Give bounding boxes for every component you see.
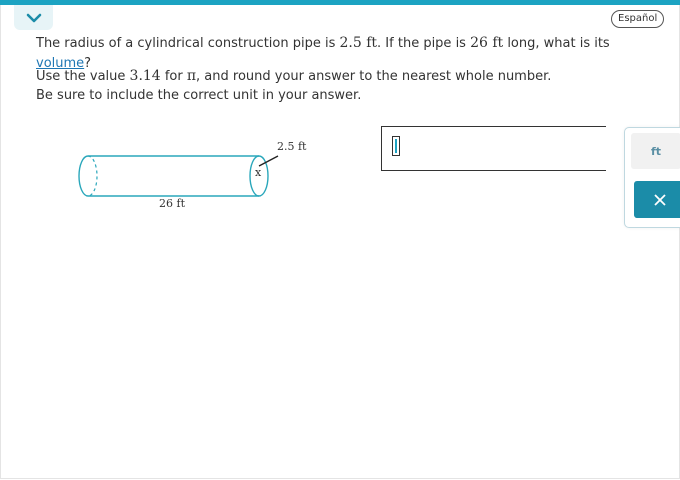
question-part2: . If the pipe is: [377, 36, 471, 51]
instruction-text-c: , and round your answer to the nearest whole number.: [196, 69, 552, 84]
question-part1: The radius of a cylindrical construction pipe is: [36, 36, 340, 51]
answer-input[interactable]: [381, 126, 606, 171]
collapse-button[interactable]: [14, 5, 53, 30]
unit-panel: [624, 127, 680, 228]
instruction-line-1: [36, 67, 656, 86]
pi-value: 3.14: [129, 68, 161, 84]
volume-link[interactable]: volume: [36, 56, 85, 71]
instruction-line-2: Be sure to include the correct unit in your answer.: [36, 88, 362, 103]
center-mark: x: [255, 166, 262, 179]
length-value: 26: [470, 35, 488, 51]
question-part3: long, what is its: [503, 36, 610, 51]
instruction-text-b: for: [160, 69, 187, 84]
close-icon: [653, 193, 667, 207]
radius-label: 2.5 ft: [277, 140, 307, 153]
cylinder-figure: [72, 132, 322, 222]
unit-ft-button[interactable]: ft: [631, 133, 680, 169]
radius-value: 2.5: [339, 35, 362, 51]
length-unit: ft: [487, 35, 504, 51]
instructions: [36, 67, 656, 105]
cylinder-left-end-front: [79, 156, 88, 196]
question-part4: ?: [84, 56, 92, 71]
pi-symbol: π: [186, 68, 197, 84]
instruction-text-a: Use the value: [36, 69, 130, 84]
length-label: 26 ft: [159, 197, 185, 210]
radius-unit: ft: [361, 35, 378, 51]
top-accent-bar: [0, 0, 680, 5]
chevron-down-icon: [26, 13, 42, 23]
clear-button[interactable]: [634, 181, 680, 218]
cylinder-left-end-back: [88, 156, 97, 196]
language-button[interactable]: Español: [611, 10, 664, 28]
text-cursor: [392, 136, 400, 156]
